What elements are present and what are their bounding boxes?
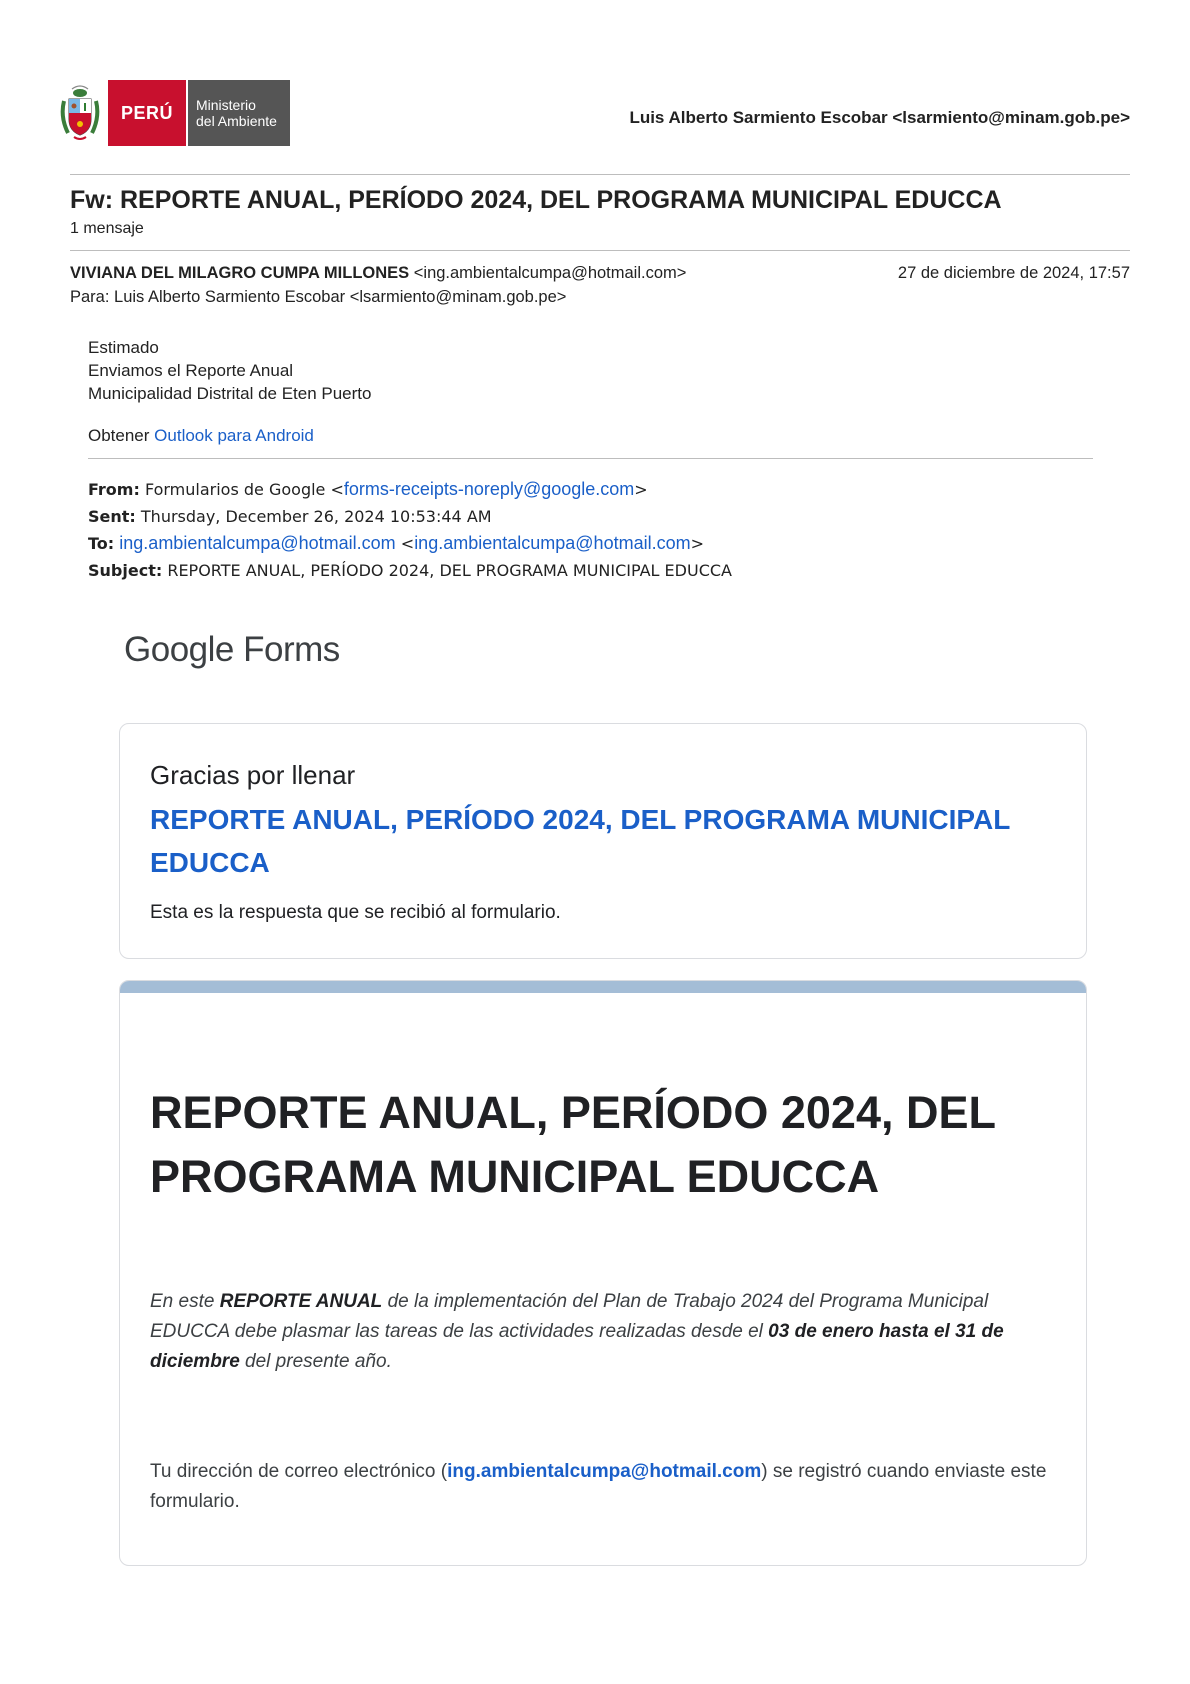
to-label: To:: [88, 534, 115, 553]
outlook-promo: [88, 426, 314, 446]
desc-part: de la implementación del Plan de Trabajo 2024 del Programa Municipal EDUCCA debe plasmar las tareas de las actividades realizadas desde el: [150, 1291, 989, 1342]
forwarded-subject: [88, 557, 732, 584]
forward-divider: [88, 458, 1093, 459]
to-email-link[interactable]: ing.ambientalcumpa@hotmail.com: [119, 533, 396, 553]
divider: [70, 174, 1130, 175]
thanks-text: Gracias por llenar: [150, 760, 356, 790]
forwarded-header: [88, 476, 732, 584]
body-line: Municipalidad Distrital de Eten Puerto: [88, 384, 372, 403]
desc-bold: REPORTE ANUAL: [219, 1291, 383, 1312]
email-note-pre: Tu dirección de correo electrónico (: [150, 1461, 448, 1482]
logo-ministry-line2: del Ambiente: [196, 113, 277, 129]
received-note: Esta es la respuesta que se recibió al formulario.: [150, 902, 561, 923]
google-forms-logo-google: Google: [124, 630, 234, 669]
thread-subject: Fw: REPORTE ANUAL, PERÍODO 2024, DEL PROGRAMA MUNICIPAL EDUCCA: [70, 186, 1002, 214]
form-title-link[interactable]: REPORTE ANUAL, PERÍODO 2024, DEL PROGRAMA MUNICIPAL EDUCCA: [150, 804, 1010, 878]
desc-part: del presente año.: [239, 1351, 392, 1372]
email-note: [150, 1457, 1050, 1517]
divider: [70, 250, 1130, 251]
logo-ministry-line1: Ministerio: [196, 97, 256, 113]
message-date: 27 de diciembre de 2024, 17:57: [897, 264, 1130, 282]
card-accent-bar: [120, 981, 1086, 993]
sent-value: Thursday, December 26, 2024 10:53:44 AM: [140, 507, 492, 526]
email-note-post: ) se registró cuando enviaste este formulario.: [150, 1461, 1047, 1512]
email-note-address: ing.ambientalcumpa@hotmail.com: [447, 1461, 762, 1482]
google-forms-logo-forms: Forms: [243, 630, 340, 669]
form-description: [150, 1287, 1055, 1377]
message-count: 1 mensaje: [70, 220, 144, 237]
sender-email: <ing.ambientalcumpa@hotmail.com>: [413, 264, 687, 282]
form-title: REPORTE ANUAL, PERÍODO 2024, DEL PROGRAMA MUNICIPAL EDUCCA: [150, 1087, 996, 1202]
form-summary-card: [119, 980, 1087, 1566]
to-open: <: [400, 534, 415, 553]
account-owner: Luis Alberto Sarmiento Escobar <lsarmiento@minam.gob.pe>: [629, 108, 1130, 127]
obtener-label: Obtener: [88, 426, 150, 445]
confirmation-card: [119, 723, 1087, 959]
forwarded-sent: [88, 503, 732, 530]
subject-value: REPORTE ANUAL, PERÍODO 2024, DEL PROGRAMA MUNICIPAL EDUCCA: [167, 561, 732, 580]
forwarded-to: [88, 530, 732, 557]
logo-ministry: [186, 80, 290, 146]
ministry-logo: [58, 80, 290, 146]
message-recipient: Para: Luis Alberto Sarmiento Escobar <lsarmiento@minam.gob.pe>: [70, 288, 567, 306]
google-forms-logo: [124, 630, 340, 670]
from-name: Formularios de Google <: [144, 480, 344, 499]
forwarded-from: [88, 476, 732, 503]
message-body: [88, 336, 371, 405]
to-close: >: [690, 534, 704, 553]
from-label: From:: [88, 480, 140, 499]
to-email-link-2[interactable]: ing.ambientalcumpa@hotmail.com: [414, 533, 691, 553]
from-close: >: [634, 480, 648, 499]
from-email-link[interactable]: forms-receipts-noreply@google.com: [343, 479, 635, 499]
body-line: Estimado: [88, 338, 159, 357]
sent-label: Sent:: [88, 507, 136, 526]
outlook-android-link[interactable]: Outlook para Android: [154, 426, 314, 445]
message-sender: [70, 264, 686, 283]
body-line: Enviamos el Reporte Anual: [88, 361, 294, 380]
sender-name: VIVIANA DEL MILAGRO CUMPA MILLONES: [70, 264, 410, 282]
desc-bold: 03 de enero hasta el 31 de diciembre: [150, 1321, 1004, 1372]
desc-part: En este: [150, 1291, 220, 1312]
logo-country: PERÚ: [108, 80, 186, 146]
subject-label: Subject:: [88, 561, 163, 580]
peru-coat-of-arms-icon: [58, 83, 102, 143]
